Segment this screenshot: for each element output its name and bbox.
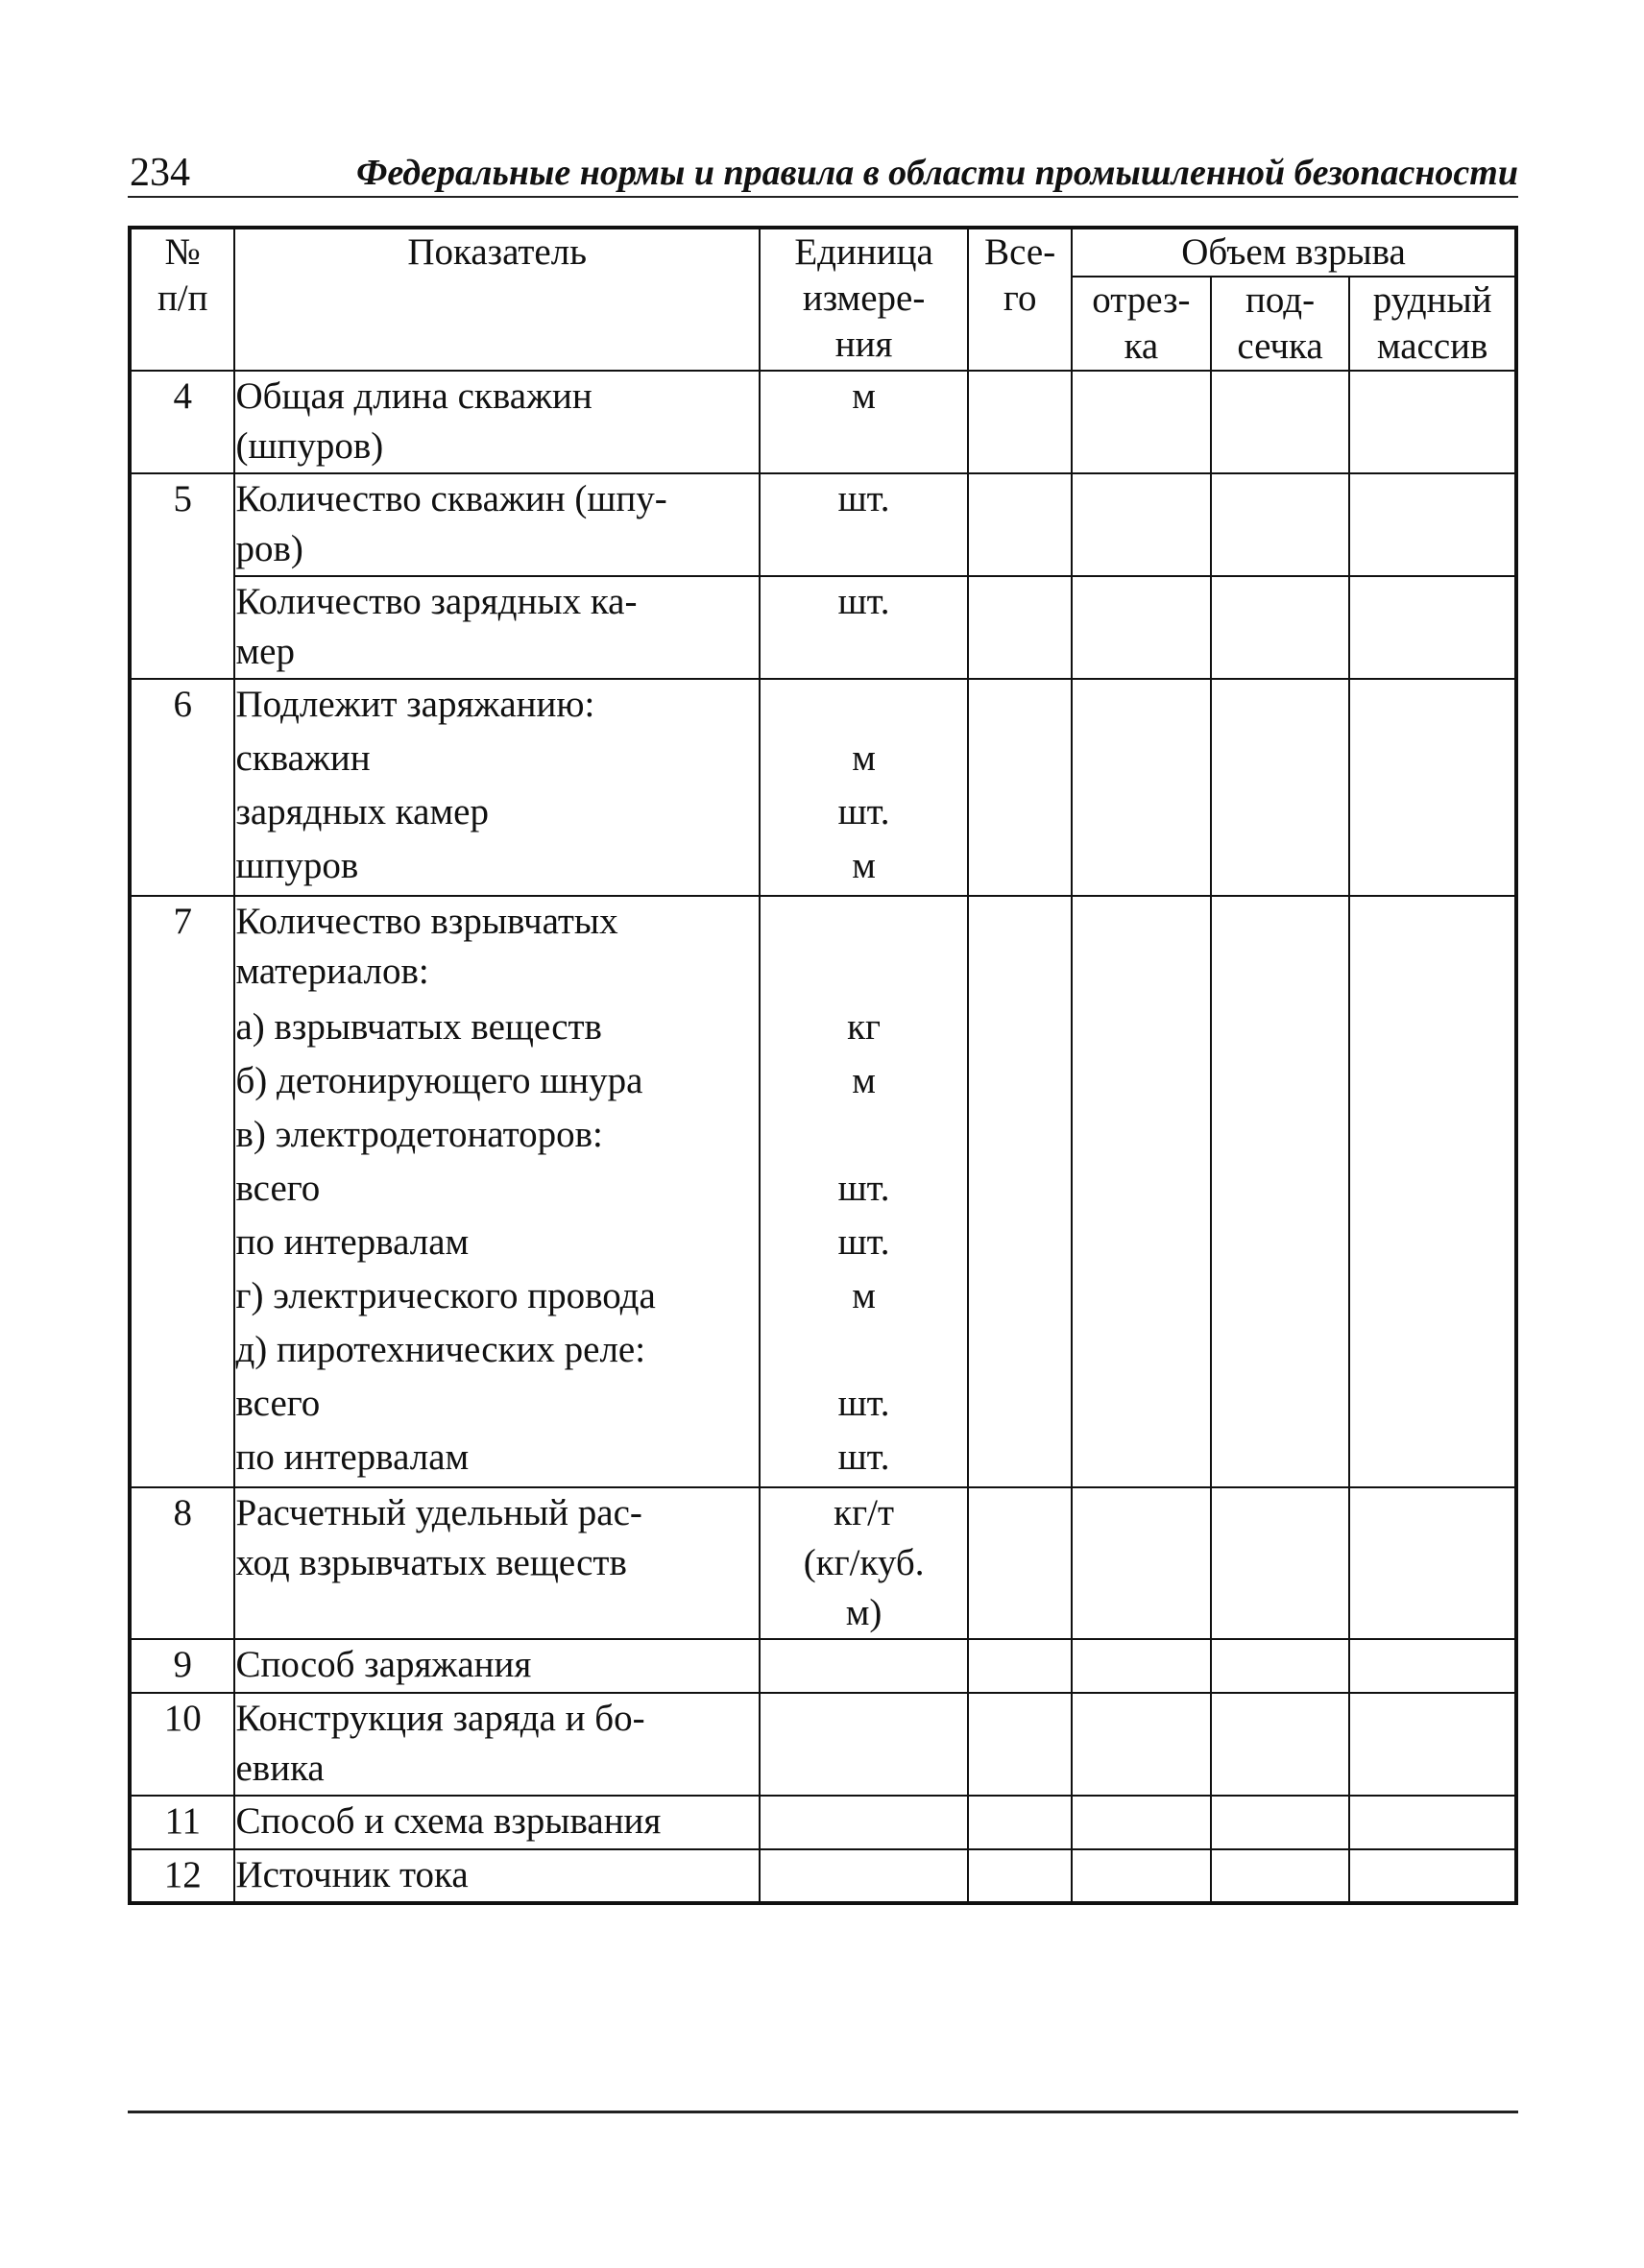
- line: Подлежит заряжанию:: [235, 684, 595, 725]
- row-indicator: Общая длина скважин (шпуров): [234, 371, 759, 473]
- col-header-total: Все- го: [968, 228, 1072, 371]
- row-indicator: [234, 679, 759, 896]
- running-title: Федеральные нормы и правила в области промышленной безопасности: [356, 153, 1518, 193]
- line: а) взрывчатых веществ: [235, 1006, 602, 1048]
- unit-line: м: [852, 1275, 876, 1316]
- cell-total: [968, 1487, 1072, 1639]
- cell-ore-mass: [1349, 473, 1516, 576]
- cell-ore-mass: [1349, 896, 1516, 1487]
- cell-total: [968, 1796, 1072, 1849]
- row-num: 12: [130, 1849, 234, 1903]
- cell-total: [968, 371, 1072, 473]
- cell-undercut: [1211, 576, 1350, 679]
- line: г) электрического провода: [235, 1275, 656, 1316]
- table-row: [130, 1639, 1516, 1693]
- cell-segment: [1072, 473, 1211, 576]
- table-row: [130, 1487, 1516, 1639]
- cell-ore-mass: [1349, 371, 1516, 473]
- unit-line: кг: [847, 1006, 882, 1048]
- row-unit: [760, 1639, 968, 1693]
- row-num: 7: [130, 896, 234, 1487]
- unit-line: шт.: [837, 1221, 890, 1263]
- table-row: [130, 473, 1516, 576]
- table-row: [130, 896, 1516, 1487]
- col-header-volume: Объем взрыва: [1072, 228, 1516, 277]
- cell-undercut: [1211, 1796, 1350, 1849]
- cell-total: [968, 679, 1072, 896]
- row-num: 4: [130, 371, 234, 473]
- line: всего: [235, 1168, 321, 1209]
- cell-segment: [1072, 1639, 1211, 1693]
- row-num: 11: [130, 1796, 234, 1849]
- col-header-indicator: Показатель: [234, 228, 759, 371]
- cell-total: [968, 896, 1072, 1487]
- row-unit: кг/т (кг/куб. м): [760, 1487, 968, 1639]
- cell-total: [968, 1849, 1072, 1903]
- header-row: [130, 228, 1516, 277]
- cell-undercut: [1211, 1487, 1350, 1639]
- cell-ore-mass: [1349, 1487, 1516, 1639]
- row-num: 10: [130, 1693, 234, 1796]
- line: скважин: [235, 737, 371, 779]
- row-unit: [760, 1693, 968, 1796]
- col-header-num: № п/п: [130, 228, 234, 371]
- cell-segment: [1072, 1487, 1211, 1639]
- cell-segment: [1072, 576, 1211, 679]
- row-num: 6: [130, 679, 234, 896]
- row-unit: [760, 1849, 968, 1903]
- unit-line: [761, 897, 967, 1002]
- line: д) пиротехнических реле:: [235, 1329, 646, 1370]
- col-header-ore-mass: рудный массив: [1349, 277, 1516, 371]
- row-indicator: Источник тока: [234, 1849, 759, 1903]
- row-indicator: Способ и схема взрывания: [234, 1796, 759, 1849]
- cell-segment: [1072, 1693, 1211, 1796]
- line: шпуров: [235, 845, 359, 886]
- col-header-unit: Единица измере- ния: [760, 228, 968, 371]
- unit-line: шт.: [837, 1168, 890, 1209]
- cell-total: [968, 1639, 1072, 1693]
- row-unit: [760, 679, 968, 896]
- row-unit: [760, 896, 968, 1487]
- cell-undercut: [1211, 679, 1350, 896]
- cell-total: [968, 576, 1072, 679]
- cell-total: [968, 473, 1072, 576]
- footer-rule: [128, 2111, 1518, 2113]
- cell-undercut: [1211, 1849, 1350, 1903]
- line: по интервалам: [235, 1436, 470, 1478]
- table-row: [130, 1796, 1516, 1849]
- row-unit: [760, 1796, 968, 1849]
- page-number: 234: [130, 151, 190, 195]
- line: Количество взрывчатых материалов:: [235, 901, 618, 992]
- table-row: [130, 1693, 1516, 1796]
- col-header-undercut: под- сечка: [1211, 277, 1350, 371]
- table-row: [130, 1849, 1516, 1903]
- cell-ore-mass: [1349, 576, 1516, 679]
- cell-ore-mass: [1349, 1849, 1516, 1903]
- row-unit: шт.: [760, 576, 968, 679]
- cell-undercut: [1211, 473, 1350, 576]
- cell-ore-mass: [1349, 1796, 1516, 1849]
- table-row: [130, 576, 1516, 679]
- cell-segment: [1072, 1849, 1211, 1903]
- line: б) детонирующего шнура: [235, 1060, 643, 1101]
- unit-line: шт.: [837, 1436, 890, 1478]
- unit-line: [761, 1110, 967, 1164]
- row-unit: м: [760, 371, 968, 473]
- row-indicator: [234, 896, 759, 1487]
- line: по интервалам: [235, 1221, 470, 1263]
- unit-line: [761, 680, 967, 734]
- line: всего: [235, 1383, 321, 1424]
- unit-line: шт.: [837, 791, 890, 832]
- unit-line: м: [852, 737, 876, 779]
- row-unit: шт.: [760, 473, 968, 576]
- row-indicator: Конструкция заряда и бо- евика: [234, 1693, 759, 1796]
- blasting-parameters-table: [128, 226, 1518, 1905]
- row-indicator: Количество скважин (шпу- ров): [234, 473, 759, 576]
- cell-ore-mass: [1349, 679, 1516, 896]
- page-header: [128, 144, 1518, 198]
- unit-line: [761, 1325, 967, 1379]
- cell-segment: [1072, 1796, 1211, 1849]
- cell-undercut: [1211, 896, 1350, 1487]
- cell-segment: [1072, 679, 1211, 896]
- unit-line: шт.: [837, 1383, 890, 1424]
- cell-ore-mass: [1349, 1639, 1516, 1693]
- line: зарядных камер: [235, 791, 489, 832]
- row-indicator: Способ заряжания: [234, 1639, 759, 1693]
- line: в) электродетонаторов:: [235, 1114, 603, 1155]
- cell-segment: [1072, 896, 1211, 1487]
- unit-line: м: [852, 845, 876, 886]
- cell-total: [968, 1693, 1072, 1796]
- unit-line: м: [852, 1060, 876, 1101]
- cell-undercut: [1211, 1693, 1350, 1796]
- cell-ore-mass: [1349, 1693, 1516, 1796]
- row-indicator: Расчетный удельный рас- ход взрывчатых веществ: [234, 1487, 759, 1639]
- table-row: [130, 679, 1516, 896]
- row-num: 5: [130, 473, 234, 679]
- cell-segment: [1072, 371, 1211, 473]
- row-indicator: Количество зарядных ка- мер: [234, 576, 759, 679]
- row-num: 9: [130, 1639, 234, 1693]
- col-header-segment: отрез- ка: [1072, 277, 1211, 371]
- row-num: 8: [130, 1487, 234, 1639]
- cell-undercut: [1211, 371, 1350, 473]
- cell-undercut: [1211, 1639, 1350, 1693]
- table-row: [130, 371, 1516, 473]
